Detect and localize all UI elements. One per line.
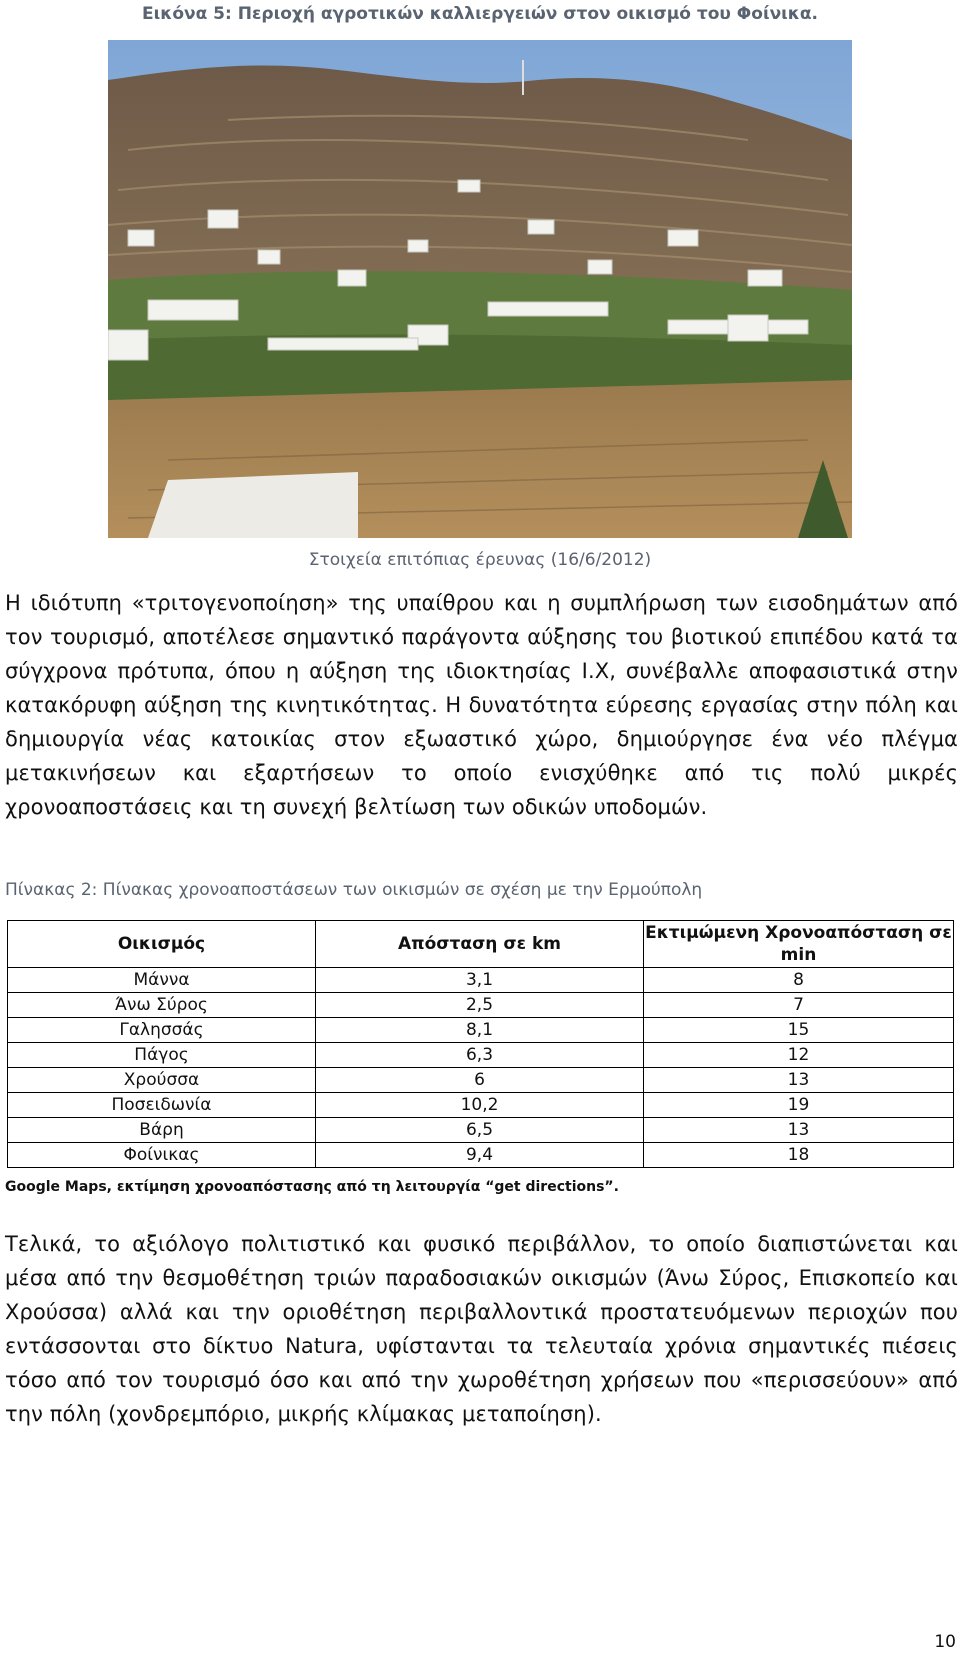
figure-caption: Εικόνα 5: Περιοχή αγροτικών καλλιεργειών στον οικισμό του Φοίνικα. bbox=[142, 4, 818, 24]
settlement-cell: Βάρη bbox=[8, 1118, 316, 1143]
table-row bbox=[8, 1043, 954, 1068]
landscape-photo bbox=[108, 40, 852, 538]
settlement-cell: Ποσειδωνία bbox=[8, 1093, 316, 1118]
distance-cell: 6,5 bbox=[316, 1118, 644, 1143]
time-cell: 15 bbox=[644, 1018, 954, 1043]
distance-cell: 6,3 bbox=[316, 1043, 644, 1068]
table-row bbox=[8, 1018, 954, 1043]
time-cell: 12 bbox=[644, 1043, 954, 1068]
distance-cell: 9,4 bbox=[316, 1143, 644, 1168]
settlement-cell: Γαλησσάς bbox=[8, 1018, 316, 1043]
table-row bbox=[8, 1143, 954, 1168]
body-paragraph-2: Τελικά, το αξιόλογο πολιτιστικό και φυσικό περιβάλλον, το οποίο διαπιστώνεται και μέσα από την θεσμοθέτηση τριών παραδοσιακών οικισμών (Άνω Σύρος, Επισκοπείο και Χρούσσα) αλλά και την οριοθέτηση περιβαλλοντικά προστατευόμενων περιοχών που εντάσσονται στο δίκτυο Natura, υφίστανται τα τελευταία χρόνια σημαντικές πιέσεις τόσο από τον τουρισμό όσο και από την χωροθέτηση χρήσεων που «περισσεύουν» από την πόλη (χονδρεμπόριο, μικρής κλίμακας μεταποίηση). bbox=[5, 1232, 958, 1426]
figure-subcaption: Στοιχεία επιτόπιας έρευνας (16/6/2012) bbox=[308, 550, 652, 570]
table-row bbox=[8, 993, 954, 1018]
table-title: Πίνακας 2: Πίνακας χρονοαποστάσεων των οικισμών σε σχέση με την Ερμούπολη bbox=[5, 880, 703, 900]
column-header-settlement: Οικισμός bbox=[8, 921, 316, 968]
settlement-cell: Φοίνικας bbox=[8, 1143, 316, 1168]
time-cell: 13 bbox=[644, 1068, 954, 1093]
column-header-time: Εκτιμώμενη Χρονοαπόσταση σε min bbox=[644, 921, 954, 968]
settlement-cell: Πάγος bbox=[8, 1043, 316, 1068]
time-cell: 18 bbox=[644, 1143, 954, 1168]
time-cell: 13 bbox=[644, 1118, 954, 1143]
distance-cell: 3,1 bbox=[316, 968, 644, 993]
table-row bbox=[8, 1118, 954, 1143]
time-cell: 8 bbox=[644, 968, 954, 993]
table-row bbox=[8, 1093, 954, 1118]
distance-cell: 10,2 bbox=[316, 1093, 644, 1118]
settlement-cell: Άνω Σύρος bbox=[8, 993, 316, 1018]
column-header-distance: Απόσταση σε km bbox=[316, 921, 644, 968]
table-row bbox=[8, 1068, 954, 1093]
settlement-cell: Χρούσσα bbox=[8, 1068, 316, 1093]
page-number: 10 bbox=[934, 1632, 956, 1652]
settlement-cell: Μάννα bbox=[8, 968, 316, 993]
table-row bbox=[8, 968, 954, 993]
time-cell: 7 bbox=[644, 993, 954, 1018]
time-cell: 19 bbox=[644, 1093, 954, 1118]
table-source-note: Google Maps, εκτίμηση χρονοαπόστασης από τη λειτουργία “get directions”. bbox=[5, 1179, 619, 1195]
distance-cell: 8,1 bbox=[316, 1018, 644, 1043]
table-header-row bbox=[8, 921, 954, 968]
distance-cell: 2,5 bbox=[316, 993, 644, 1018]
distance-table bbox=[7, 920, 954, 1168]
distance-cell: 6 bbox=[316, 1068, 644, 1093]
body-paragraph-1: Η ιδιότυπη «τριτογενοποίηση» της υπαίθρου και η συμπλήρωση των εισοδημάτων από τον τουρισμό, αποτέλεσε σημαντικό παράγοντα αύξησης του βιοτικού επιπέδου κατά τα σύγχρονα πρότυπα, όπου η αύξηση της ιδιοκτησίας Ι.Χ, συνέβαλλε αποφασιστικά στην κατακόρυφη αύξηση της κινητικότητας. Η δυνατότητα εύρεσης εργασίας στην πόλη και δημιουργία νέας κατοικίας στον εξωαστικό χώρο, δημιούργησε ένα νέο πλέγμα μετακινήσεων και εξαρτήσεων το οποίο ενισχύθηκε από τις πολύ μικρές χρονοαποστάσεις και τη συνεχή βελτίωση των οδικών υποδομών. bbox=[5, 591, 958, 819]
